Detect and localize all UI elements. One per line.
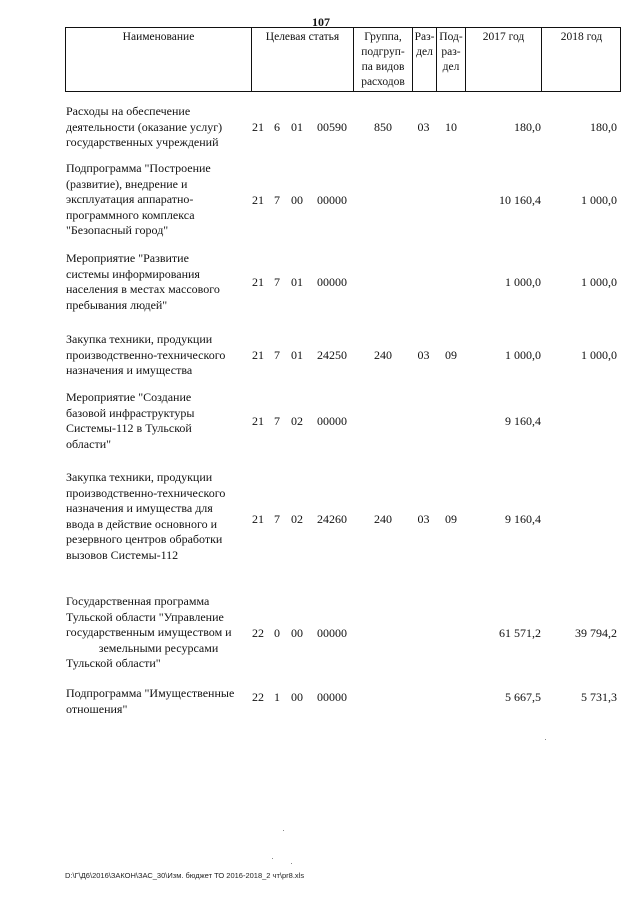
value-2017: 1 000,0 [505,348,541,362]
value-2017: 9 160,4 [505,414,541,428]
target-part-4: 00000 [317,275,347,289]
target-part-2: 7 [274,275,280,289]
subsection-code: 09 [445,348,457,362]
header-group [354,28,412,91]
row-name-line: базовой инфраструктуры [66,405,195,420]
header-subsection-line: дел [442,61,460,73]
row-name-line: Расходы на обеспечение [66,104,191,118]
scan-speck [283,830,284,831]
target-part-4: 00000 [317,414,347,428]
header-group-line: расходов [361,76,405,88]
row-name [66,470,251,563]
row-name [66,594,251,672]
row-name [66,686,256,717]
row-name-line: области" [66,436,112,451]
target-part-2: 7 [274,348,280,362]
row-name-line: Закупка техники, продукции [66,332,213,346]
value-2018: 180,0 [590,120,617,134]
target-part-2: 0 [274,626,280,640]
section-code: 03 [417,120,430,134]
target-part-4: 00000 [317,690,347,704]
row-name-line: отношения" [66,701,128,716]
header-subsection-line: Под- [439,31,463,43]
row-name-line: населения в местах массового [66,282,220,296]
header-2018: 2018 год [560,31,603,43]
value-2017: 9 160,4 [505,512,541,526]
scan-speck [291,863,292,864]
value-2017: 10 160,4 [499,193,541,207]
row-name-line: государственным имуществом и [66,625,232,639]
target-part-1: 21 [252,348,264,362]
target-part-2: 7 [274,193,280,207]
target-part-1: 21 [252,120,264,134]
target-part-1: 21 [252,414,264,428]
target-part-1: 22 [252,626,264,640]
target-part-3: 00 [291,690,303,704]
scan-speck [545,739,546,740]
row-name [66,104,251,151]
row-name-line: производственно-технического [66,347,226,362]
target-part-3: 02 [291,414,303,428]
target-part-2: 7 [274,414,280,428]
value-2018: 1 000,0 [581,193,617,207]
header-name: Наименование [122,31,195,43]
target-part-4: 24250 [317,348,347,362]
row-name-line: производственно-технического [66,485,226,500]
value-2018: 5 731,3 [581,690,617,704]
row-name-line: системы информирования [66,266,200,281]
footer-file-path: D:\Г\Д6\2016\ЗАКОН\ЗАС_30\Изм. бюджет ТО 2016-2018_2 чт\pr8.xls [65,871,305,880]
row-name [66,161,251,239]
target-part-2: 1 [274,690,280,704]
subsection-code: 09 [445,512,457,526]
header-subsection [437,28,465,91]
table-header [65,27,621,92]
value-2018: 1 000,0 [581,275,617,289]
header-section [413,28,436,91]
row-name-line: программного комплекса [66,207,195,222]
row-name-line: резервного центров обработки [66,532,223,546]
target-part-2: 7 [274,512,280,526]
row-name-line: государственных учреждений [66,135,219,149]
header-2017: 2017 год [482,31,525,43]
target-part-2: 6 [274,120,280,134]
group-code: 240 [374,348,392,362]
value-2017: 61 571,2 [499,626,541,640]
target-part-3: 00 [291,626,303,640]
row-name-line: Мероприятие "Создание [66,390,192,404]
row-name-line: Мероприятие "Развитие [66,251,189,265]
row-name [66,251,251,313]
header-group-line: Группа, [364,31,402,43]
page-number: 107 [312,15,330,29]
target-part-3: 01 [291,275,303,289]
row-name-line: (развитие), внедрение и [66,176,188,191]
target-part-1: 21 [252,512,264,526]
row-name-line: Подпрограмма "Имущественные [66,686,235,700]
row-name-line: назначения и имущества для [66,501,213,515]
value-2018: 1 000,0 [581,348,617,362]
row-name-line: Системы-112 в Тульской [66,421,192,435]
value-2017: 180,0 [514,120,541,134]
row-name-line: Закупка техники, продукции [66,470,213,484]
value-2017: 5 667,5 [505,690,541,704]
subsection-code: 10 [445,120,457,134]
value-2018: 39 794,2 [575,626,617,640]
row-name [66,390,251,452]
row-name-line: пребывания людей" [66,297,168,312]
target-part-1: 21 [252,193,264,207]
target-part-3: 01 [291,348,303,362]
row-name-line: назначения и имущества [66,363,193,377]
row-name-line: вызовов Системы-112 [66,547,179,562]
header-group-line: подгруп- [361,46,405,58]
row-name-line: земельными ресурсами [98,640,219,655]
target-part-1: 21 [252,275,264,289]
header-subsection-line: раз- [441,46,461,58]
row-name-line: ввода в действие основного и [66,516,218,531]
group-code: 240 [374,512,392,526]
target-part-3: 00 [291,193,303,207]
header-section-line: Раз- [414,31,435,43]
target-part-3: 02 [291,512,303,526]
row-name [66,332,251,379]
row-name-line: деятельности (оказание услуг) [66,119,223,134]
target-part-4: 00000 [317,193,347,207]
value-2017: 1 000,0 [505,275,541,289]
target-part-1: 22 [252,690,264,704]
target-part-3: 01 [291,120,303,134]
section-code: 03 [417,348,430,362]
row-name-line: Тульской области "Управление [66,609,224,624]
header-target: Целевая статья [265,31,340,43]
group-code: 850 [374,120,392,134]
target-part-4: 24260 [317,512,347,526]
row-name-line: "Безопасный город" [66,223,169,237]
section-code: 03 [417,512,430,526]
scan-speck [272,858,273,859]
row-name-line: эксплуатация аппаратно- [66,192,194,206]
row-name-line: Государственная программа [66,594,210,608]
target-part-4: 00590 [317,120,347,134]
row-name-line: Тульской области" [66,656,161,670]
header-section-line: дел [416,46,433,58]
row-name-line: Подпрограмма "Построение [66,161,211,175]
target-part-4: 00000 [317,626,347,640]
header-group-line: па видов [361,61,405,73]
